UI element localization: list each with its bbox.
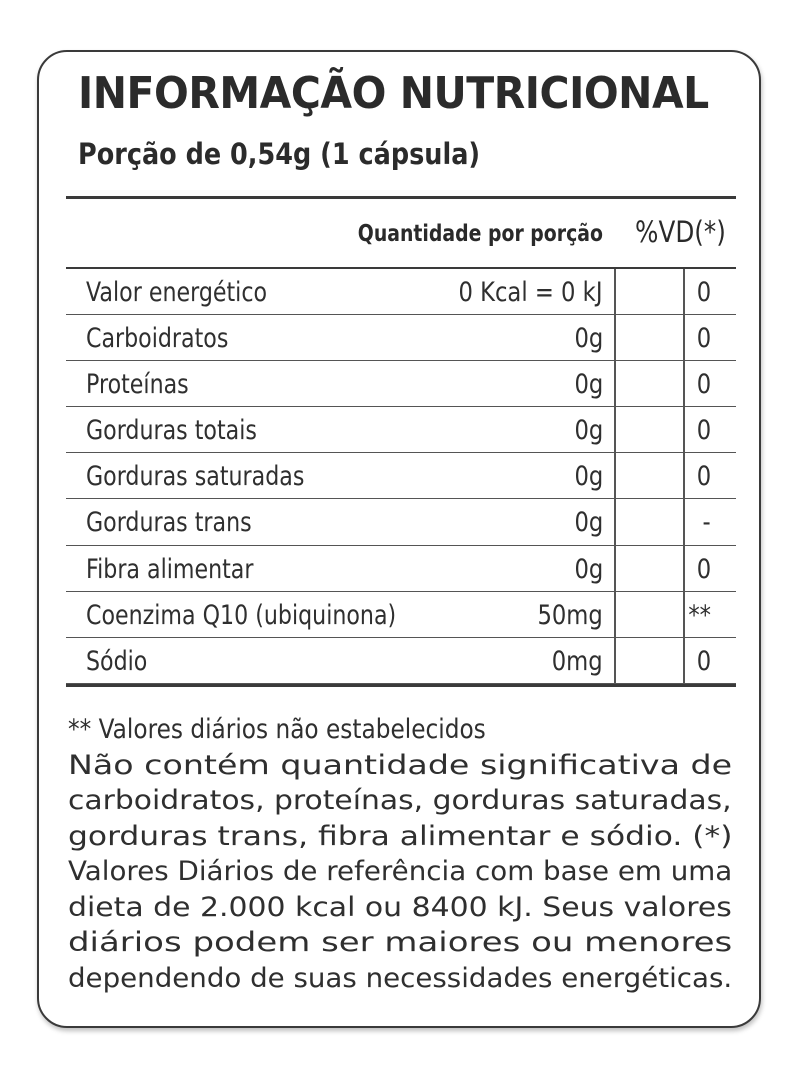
row-vd: 0 — [696, 277, 711, 308]
table-row — [66, 315, 736, 361]
footnote-text: Valores Diários de referência com base em uma — [68, 856, 732, 887]
footnote-line — [68, 748, 732, 784]
nutrition-table — [66, 196, 736, 687]
row-name: Coenzima Q10 (ubiquinona) — [86, 599, 397, 631]
footnote-text: gorduras trans, fibra alimentar e sódio. (*) — [68, 820, 732, 852]
table-row — [66, 592, 736, 638]
row-quantity: 0g — [574, 553, 603, 585]
row-vd: 0 — [696, 369, 711, 401]
row-name: Gorduras trans — [86, 507, 252, 539]
row-vd: 0 — [696, 415, 711, 447]
table-row — [66, 407, 736, 453]
serving-size: Porção de 0,54g (1 cápsula) — [78, 137, 481, 171]
row-name: Fibra alimentar — [86, 553, 254, 585]
table-header — [66, 199, 736, 269]
table-row — [66, 453, 736, 499]
row-quantity: 0g — [574, 415, 603, 447]
row-name: Gorduras totais — [86, 415, 257, 447]
row-quantity: 0g — [574, 323, 603, 355]
row-vd: - — [702, 507, 711, 539]
table-row — [66, 269, 736, 315]
label-title: INFORMAÇÃO NUTRICIONAL — [78, 68, 709, 119]
column-divider — [614, 269, 616, 684]
row-name: Proteínas — [86, 369, 189, 401]
footnote-not-established: ** Valores diários não estabelecidos — [68, 714, 486, 745]
footnotes — [68, 712, 732, 996]
footnote-text: dependendo de suas necessidades energéticas. — [68, 962, 732, 994]
row-vd: 0 — [696, 323, 711, 355]
row-name: Sódio — [86, 645, 148, 677]
footnote-line — [68, 961, 732, 997]
footnote-line — [68, 783, 732, 819]
row-vd: ** — [688, 599, 711, 631]
table-row — [66, 499, 736, 545]
footnote-line — [68, 819, 732, 855]
row-quantity: 0g — [574, 507, 603, 539]
row-name: Gorduras saturadas — [86, 461, 305, 493]
row-name: Carboidratos — [86, 323, 229, 355]
row-quantity: 0g — [574, 369, 603, 401]
column-divider — [683, 269, 685, 684]
table-row — [66, 638, 736, 684]
footnote-text: dieta de 2.000 kcal ou 8400 kJ. Seus valores — [68, 891, 732, 923]
footnote-line — [68, 890, 732, 926]
table-row — [66, 546, 736, 592]
footnote-text: Não contém quantidade significativa de — [68, 749, 732, 781]
footnote-line — [68, 925, 732, 961]
row-quantity: 0mg — [552, 645, 603, 677]
header-quantity: Quantidade por porção — [357, 221, 603, 247]
row-vd: 0 — [696, 461, 711, 493]
row-quantity: 50mg — [537, 599, 603, 631]
header-vd: %VD(*) — [635, 215, 726, 249]
table-body — [66, 269, 736, 684]
row-name: Valor energético — [86, 277, 268, 308]
row-quantity: 0 Kcal = 0 kJ — [458, 277, 603, 308]
table-row — [66, 361, 736, 407]
row-vd: 0 — [696, 645, 711, 677]
row-vd: 0 — [696, 553, 711, 585]
row-quantity: 0g — [574, 461, 603, 493]
footnote-line — [68, 854, 732, 890]
footnote-text: carboidratos, proteínas, gorduras saturadas, — [68, 785, 732, 816]
footnote-text: diários podem ser maiores ou menores — [68, 927, 732, 958]
